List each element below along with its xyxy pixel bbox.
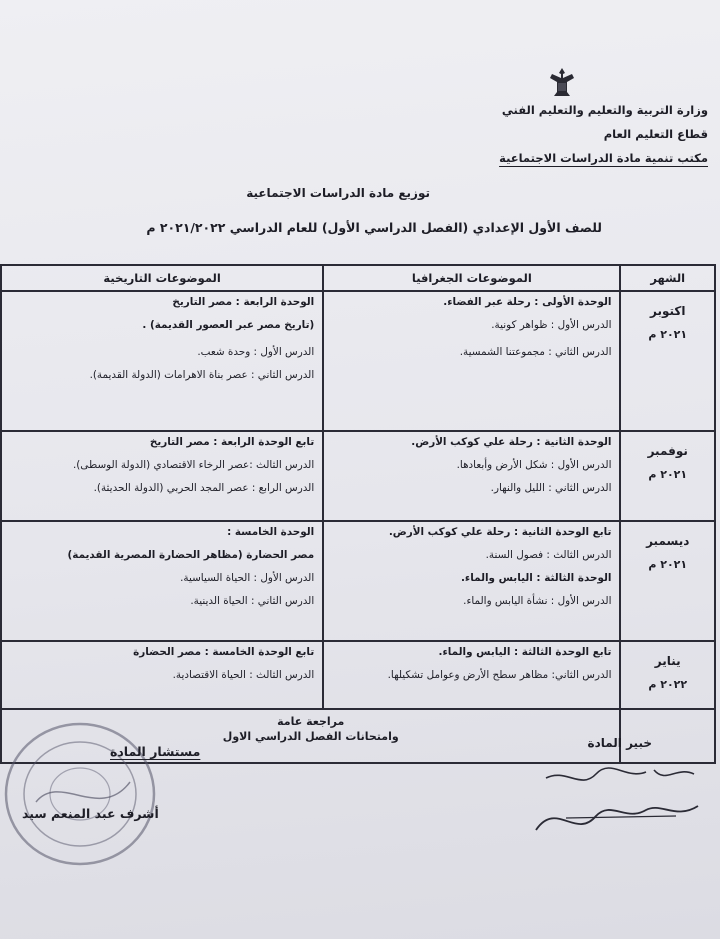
advisor-name: أشرف عبد المنعم سيد: [22, 806, 159, 821]
unit-line: الوحدة الثالثة : اليابس والماء.: [460, 572, 612, 584]
lesson-line: الدرس الأول : شكل الأرض وأبعادها.: [456, 459, 612, 471]
lesson-line: الدرس الثالث : فصول السنة.: [485, 549, 612, 561]
month-name: ديسمبر: [646, 534, 690, 548]
table-row: [1, 521, 715, 641]
unit-line: تابع الوحدة الثالثة : اليابس والماء.: [438, 646, 612, 658]
month-cell: [620, 521, 715, 641]
lesson-line: الدرس الثاني : الحياة الدينية.: [190, 595, 315, 607]
review-title: مراجعة عامة: [277, 715, 345, 728]
lesson-line: الدرس الأول : نشأة اليابس والماء.: [463, 595, 612, 607]
lesson-line: الدرس الثالث : الحياة الاقتصادية.: [172, 669, 315, 681]
review-subtitle: وامتحانات الفصل الدراسي الاول: [222, 730, 399, 743]
month-name: اكتوبر: [649, 304, 686, 318]
eagle-emblem-icon: [548, 66, 576, 100]
history-cell: [1, 291, 323, 431]
header-history: الموضوعات التاريخية: [1, 265, 323, 291]
month-year: ٢٠٢١ م: [648, 558, 688, 571]
lesson-line: الدرس الثاني : مجموعتنا الشمسية.: [459, 346, 612, 358]
office-name: مكتب تنمية مادة الدراسات الاجتماعية: [499, 151, 708, 165]
document-subtitle: للصف الأول الإعدادي (الفصل الدراسي الأول) للعام الدراسي ٢٠٢١/٢٠٢٢ م: [146, 220, 602, 235]
unit-line: الوحدة الأولى : رحلة عبر الفضاء.: [443, 296, 612, 308]
geography-cell: [323, 641, 620, 709]
ministry-header: [408, 98, 708, 170]
history-cell: [1, 641, 323, 709]
official-stamp-seal: [0, 712, 180, 872]
unit-line: تابع الوحدة الرابعة : مصر التاريخ: [149, 436, 315, 448]
lesson-line: الدرس الثاني : عصر بناة الاهرامات (الدولة القديمة).: [89, 369, 315, 381]
sector-name: قطاع التعليم العام: [603, 127, 708, 141]
header-geography: الموضوعات الجغرافيا: [323, 265, 620, 291]
geography-cell: [323, 431, 620, 521]
unit-line: الوحدة الرابعة : مصر التاريخ: [172, 296, 315, 308]
lesson-line: الدرس الأول : وحدة شعب.: [197, 346, 315, 358]
curriculum-table: [0, 264, 716, 764]
header-month: الشهر: [620, 265, 715, 291]
lesson-line: الدرس الرابع : عصر المجد الحربي (الدولة الحديثة).: [93, 482, 315, 494]
geography-cell: [323, 291, 620, 431]
month-cell: [620, 641, 715, 709]
month-year: ٢٠٢١ م: [648, 468, 688, 481]
history-cell: [1, 431, 323, 521]
month-name: نوفمبر: [647, 444, 688, 458]
unit-line: الوحدة الثانية : رحلة علي كوكب الأرض.: [411, 436, 612, 448]
table-row: [1, 431, 715, 521]
unit-subtitle-line: (تاريخ مصر عبر العصور القديمة) .: [142, 319, 315, 331]
lesson-line: الدرس الثاني: مظاهر سطح الأرض وعوامل تشكيلها.: [387, 669, 612, 681]
expert-signature-scribble: [526, 760, 706, 850]
document-title: توزيع مادة الدراسات الاجتماعية: [246, 186, 430, 200]
month-cell: [620, 431, 715, 521]
lesson-line: الدرس الأول : الحياة السياسية.: [180, 572, 315, 584]
month-cell: [620, 291, 715, 431]
table-row: [1, 291, 715, 431]
month-year: ٢٠٢٢ م: [648, 678, 688, 691]
advisor-signature-title: مستشار المادة: [110, 744, 201, 759]
unit-line: تابع الوحدة الخامسة : مصر الحضارة: [133, 646, 315, 658]
table-row: [1, 641, 715, 709]
lesson-line: الدرس الثاني : الليل والنهار.: [490, 482, 612, 494]
table-header-row: [1, 265, 715, 291]
lesson-line: الدرس الأول : ظواهر كونية.: [491, 319, 612, 331]
unit-subtitle-line: مصر الحضارة (مظاهر الحضارة المصرية القديمة): [67, 549, 315, 561]
ministry-name: وزارة التربية والتعليم والتعليم الفني: [501, 103, 708, 117]
unit-line: الوحدة الخامسة :: [227, 526, 315, 538]
expert-signature-title: خبير المادة: [587, 736, 652, 750]
history-cell: [1, 521, 323, 641]
unit-line: تابع الوحدة الثانية : رحلة علي كوكب الأرض.: [388, 526, 612, 538]
month-year: ٢٠٢١ م: [648, 328, 688, 341]
lesson-line: الدرس الثالث :عصر الرخاء الاقتصادي (الدولة الوسطى).: [72, 459, 315, 471]
geography-cell: [323, 521, 620, 641]
month-name: يناير: [654, 654, 681, 668]
